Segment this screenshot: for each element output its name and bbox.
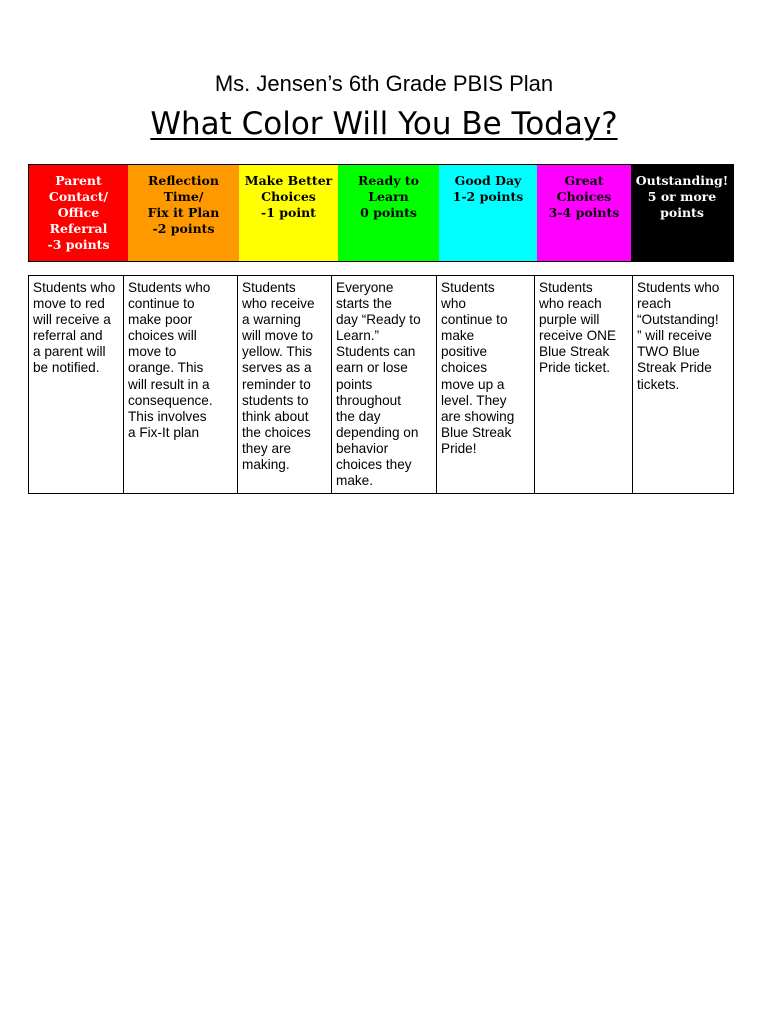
level-green-cell: Ready to Learn 0 points [338,165,439,261]
description-cyan: Students who continue to make positive choices move up a level. They are showing Blue Streak Pride! [437,276,535,493]
description-purple: Students who reach purple will receive ONE Blue Streak Pride ticket. [535,276,633,493]
level-purple-cell: Great Choices 3-4 points [537,165,631,261]
description-yellow: Students who receive a warning will move to yellow. This serves as a reminder to students to think about the choices they are making. [238,276,332,493]
page-subtitle: Ms. Jensen’s 6th Grade PBIS Plan [214,71,554,96]
page-title: What Color Will You Be Today? [150,106,618,142]
level-orange-cell: Reflection Time/ Fix it Plan -2 points [128,165,239,261]
level-black-cell: Outstanding! 5 or more points [631,165,733,261]
level-cyan-cell: Good Day 1-2 points [439,165,537,261]
color-level-table [28,164,734,262]
description-orange: Students who continue to make poor choices will move to orange. This will result in a consequence. This involves a Fix-It plan [124,276,238,493]
description-green: Everyone starts the day “Ready to Learn.” Students can earn or lose points throughout the day depending on behavior choices they make. [332,276,437,493]
level-yellow-cell: Make Better Choices -1 point [239,165,338,261]
level-red-cell: Parent Contact/ Office Referral -3 points [29,165,128,261]
description-red: Students who move to red will receive a referral and a parent will be notified. [29,276,124,493]
description-black: Students who reach “Outstanding! ” will receive TWO Blue Streak Pride tickets. [637,280,720,392]
description-table [28,275,734,494]
